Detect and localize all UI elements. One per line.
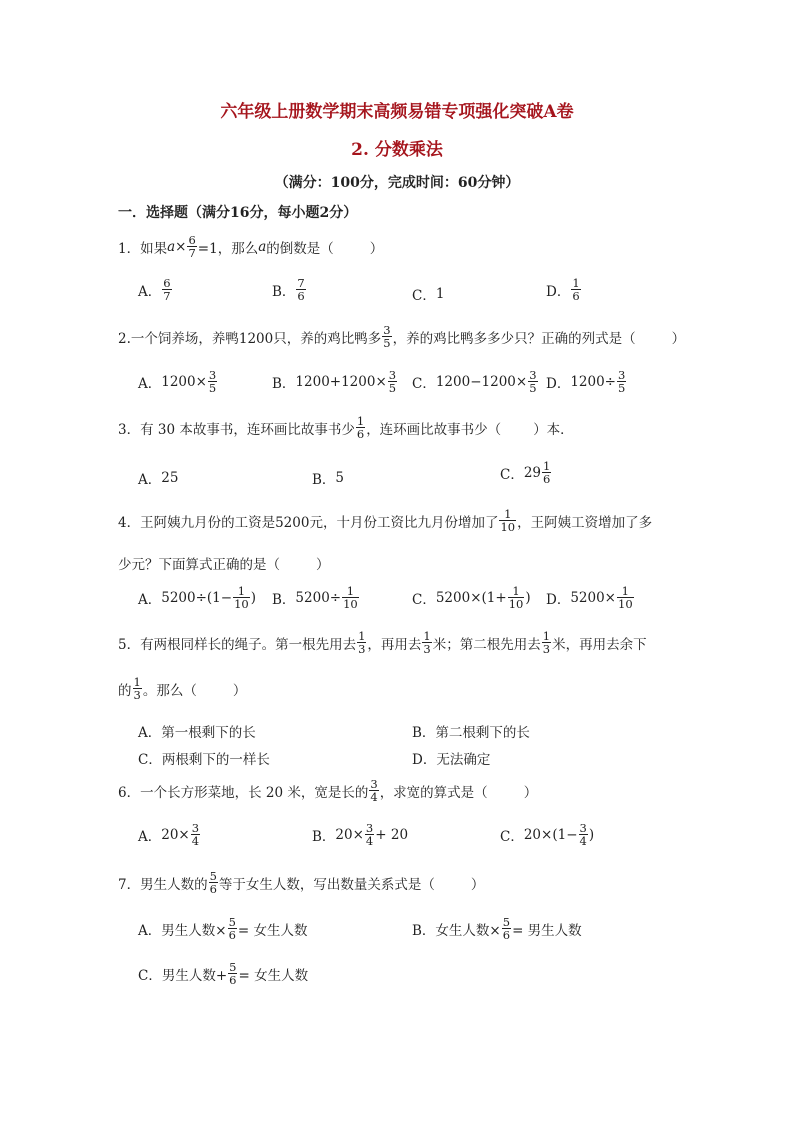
fraction: $\frac{3}{5}$ [388,368,397,395]
option-c[interactable]: C． 1 [412,286,445,304]
fraction: $\frac{6}{7}$ [163,276,171,303]
option-c[interactable]: C． 1200−1200× $\frac{3}{5}$ [412,368,537,395]
fraction: $\frac{1}{3}$ [358,629,366,656]
page-subtitle: 2. 分数乘法 [351,140,443,160]
question-5: 5．有两根同样长的绳子。第一根先用去 $\frac{1}{3}$ ，再用去 $\frac{1}{3}$ 米；第二根先用去 $\frac{1}{3}$ 米，再用去余下 [118,629,647,656]
question-7: 7．男生人数的 $\frac{5}{6}$ 等于女生人数，写出数量关系式是（ ） [118,869,485,896]
fraction: $\frac{3}{4}$ [191,821,200,848]
option-a[interactable]: A． 男生人数× $\frac{5}{6}$ = 女生人数 [138,915,308,942]
question-6: 6．一个长方形菜地，长 20 米，宽是长的 $\frac{3}{4}$ ，求宽的算式是（ ） [118,777,538,804]
fraction: $\frac{1}{6}$ [356,414,365,441]
option-d[interactable]: D． 1200÷ $\frac{3}{5}$ [546,368,626,395]
fraction: $\frac{1}{3}$ [133,675,141,702]
option-b[interactable]: B．第二根剩下的长 [412,725,530,741]
fraction: $\frac{1}{3}$ [423,629,431,656]
option-a[interactable]: A． $\frac{6}{7}$ [138,276,171,303]
fraction: $\frac{5}{6}$ [209,869,217,896]
fraction: $\frac{3}{5}$ [208,368,217,395]
fraction: $\frac{6}{7}$ [188,233,196,260]
fraction: $\frac{1}{10}$ [234,584,249,611]
option-b[interactable]: B． 5200÷ $\frac{1}{10}$ [272,584,358,611]
fraction: $\frac{1}{10}$ [343,584,358,611]
fraction: $\frac{3}{5}$ [618,368,626,395]
fraction: $\frac{3}{5}$ [383,323,391,350]
question-1: 1． 如果 a × $\frac{6}{7}$ =1，那么 a 的倒数是（ ） [118,233,384,260]
option-b[interactable]: B． 5 [312,470,345,488]
option-a[interactable]: A．第一根剩下的长 [138,725,256,741]
option-a[interactable]: A． 1200× $\frac{3}{5}$ [138,368,217,395]
option-a[interactable]: A． 25 [138,470,179,488]
page-title: 六年级上册数学期末高频易错专项强化突破A卷 [220,102,574,122]
fraction: $\frac{5}{6}$ [502,915,511,942]
option-d[interactable]: D． $\frac{1}{6}$ [546,276,580,303]
fraction: $\frac{3}{5}$ [529,368,537,395]
question-3: 3．有 30 本故事书，连环画比故事书少 $\frac{1}{6}$ ，连环画比故事书少（ ）本． [118,414,574,441]
question-2: 2.一个饲养场，养鸭1200只，养的鸡比鸭多 $\frac{3}{5}$ ，养的鸡比鸭多多少只？正确的列式是（ ） [118,323,686,350]
option-a[interactable]: A． 5200÷(1− $\frac{1}{10}$ ) [138,584,257,611]
fraction: $\frac{5}{6}$ [228,915,236,942]
option-c[interactable]: C． 5200×(1+ $\frac{1}{10}$ ) [412,584,531,611]
fraction: $\frac{1}{10}$ [500,507,516,534]
fraction: $\frac{1}{3}$ [542,629,551,656]
fraction: $\frac{1}{10}$ [508,584,524,611]
option-b[interactable]: B． $\frac{7}{6}$ [272,276,305,303]
fraction: $\frac{1}{10}$ [618,584,633,611]
fraction: $\frac{1}{6}$ [572,276,580,303]
option-b[interactable]: B． 女生人数× $\frac{5}{6}$ = 男生人数 [412,915,582,942]
fraction: $\frac{5}{6}$ [229,960,237,987]
fraction: $\frac{3}{4}$ [579,821,587,848]
fraction: $\frac{3}{4}$ [365,821,374,848]
option-c[interactable]: C． 男生人数+ $\frac{5}{6}$ = 女生人数 [138,960,309,987]
option-c[interactable]: C．两根剩下的一样长 [138,752,270,768]
fraction: $\frac{3}{4}$ [370,777,378,804]
option-c[interactable]: C． 20×(1− $\frac{3}{4}$ ) [500,821,595,848]
option-a[interactable]: A． 20× $\frac{3}{4}$ [138,821,200,848]
question-4-line2: 少元？下面算式正确的是（ ） [118,557,330,573]
option-c[interactable]: C． 29 $\frac{1}{6}$ [500,459,551,486]
fraction: $\frac{1}{6}$ [543,459,551,486]
option-b[interactable]: B． 1200+1200× $\frac{3}{5}$ [272,368,397,395]
exam-meta: （满分：100分，完成时间：60分钟） [274,175,520,191]
question-4: 4．王阿姨九月份的工资是5200元，十月份工资比九月份增加了 $\frac{1}{10}$ ，王阿姨工资增加了多 [118,507,653,534]
option-b[interactable]: B． 20× $\frac{3}{4}$ + 20 [312,821,409,848]
option-d[interactable]: D．无法确定 [412,752,491,768]
question-5-line2: 的 $\frac{1}{3}$ 。那么（ ） [118,675,247,702]
section-heading: 一．选择题（满分16分，每小题2分） [118,205,358,221]
option-d[interactable]: D． 5200× $\frac{1}{10}$ [546,584,633,611]
fraction: $\frac{7}{6}$ [297,276,305,303]
